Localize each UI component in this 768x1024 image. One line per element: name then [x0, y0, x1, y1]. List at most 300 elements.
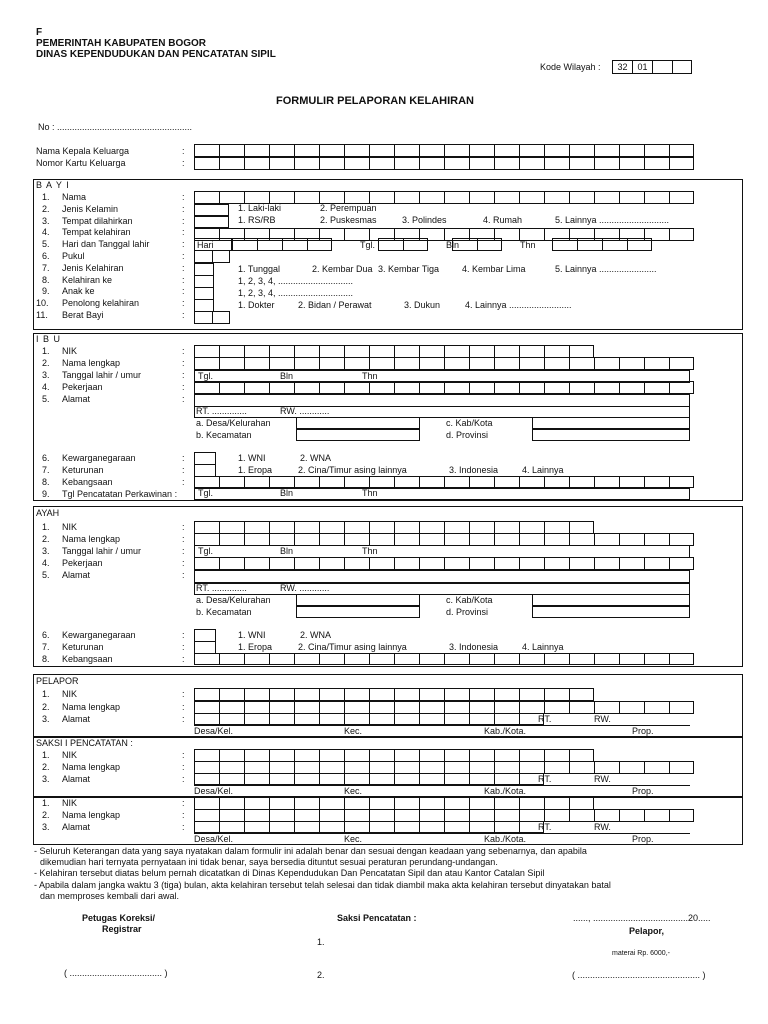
char-cell[interactable]: [244, 357, 269, 370]
char-cell[interactable]: [344, 157, 369, 170]
char-cell[interactable]: [394, 476, 419, 488]
char-cell[interactable]: [569, 157, 594, 170]
char-cell[interactable]: [344, 821, 369, 833]
char-cell[interactable]: [477, 238, 502, 251]
char-cell[interactable]: [569, 144, 594, 157]
char-cell[interactable]: [419, 653, 444, 665]
char-cell[interactable]: [294, 653, 319, 665]
char-cell[interactable]: [544, 557, 569, 570]
month-boxes[interactable]: [452, 238, 502, 251]
char-cell[interactable]: [644, 809, 669, 822]
row-label: Tgl Pencatatan Perkawinan :: [62, 489, 178, 499]
char-cell[interactable]: [194, 357, 219, 370]
char-cell[interactable]: [244, 144, 269, 157]
char-cell[interactable]: [594, 157, 619, 170]
char-cell[interactable]: [294, 821, 319, 833]
char-cell[interactable]: [269, 653, 294, 665]
char-cell[interactable]: [269, 773, 294, 785]
char-cell[interactable]: [219, 357, 244, 370]
char-cell[interactable]: [444, 653, 469, 665]
row-number: 1.: [42, 689, 50, 699]
char-cell[interactable]: [444, 688, 469, 701]
char-cell[interactable]: [444, 773, 469, 785]
father-city-field[interactable]: [532, 594, 690, 606]
char-cell[interactable]: [619, 381, 644, 394]
row-label: Berat Bayi: [62, 310, 104, 320]
row-number: 1.: [42, 750, 50, 760]
char-cell[interactable]: [269, 381, 294, 394]
char-cell[interactable]: [294, 688, 319, 701]
char-cell[interactable]: [494, 557, 519, 570]
father-district-field[interactable]: [296, 606, 420, 618]
char-cell[interactable]: [469, 381, 494, 394]
char-cell[interactable]: [194, 773, 219, 785]
char-cell[interactable]: [444, 821, 469, 833]
char-cell[interactable]: [403, 238, 428, 251]
char-cell[interactable]: [544, 191, 569, 204]
char-cell[interactable]: [544, 144, 569, 157]
char-cell[interactable]: [669, 476, 694, 488]
char-cell[interactable]: [669, 381, 694, 394]
char-cell[interactable]: [544, 653, 569, 665]
char-cell[interactable]: [194, 557, 219, 570]
char-cell[interactable]: [494, 191, 519, 204]
char-cell[interactable]: [369, 821, 394, 833]
char-cell[interactable]: [294, 713, 319, 725]
row-colon: :: [182, 522, 185, 532]
note-2: - Kelahiran tersebut diatas belum pernah dicatatkan di Dinas Kependudukan Dan Pencatatan Sipil dan atau Kantor Catalan Sipil: [34, 868, 545, 878]
char-cell[interactable]: [269, 144, 294, 157]
char-cell[interactable]: [669, 191, 694, 204]
char-cell[interactable]: [552, 238, 577, 251]
char-cell[interactable]: [269, 688, 294, 701]
char-cell[interactable]: [569, 557, 594, 570]
char-cell[interactable]: [469, 191, 494, 204]
char-cell[interactable]: [594, 357, 619, 370]
char-cell[interactable]: [257, 238, 282, 251]
char-cell[interactable]: [469, 653, 494, 665]
char-cell[interactable]: [319, 773, 344, 785]
char-cell[interactable]: [594, 476, 619, 488]
char-cell[interactable]: [232, 238, 257, 251]
father-job-boxes[interactable]: [194, 557, 694, 570]
char-cell[interactable]: [294, 191, 319, 204]
father-province-field[interactable]: [532, 606, 690, 618]
row-number: 2.: [42, 762, 50, 772]
char-cell[interactable]: [394, 773, 419, 785]
witness1-address-boxes[interactable]: [194, 773, 544, 785]
char-cell[interactable]: [219, 557, 244, 570]
char-cell[interactable]: [519, 157, 544, 170]
char-cell[interactable]: [469, 688, 494, 701]
witness1-title: SAKSI I PENCATATAN :: [36, 738, 133, 748]
char-cell[interactable]: [519, 381, 544, 394]
char-cell[interactable]: [469, 773, 494, 785]
char-cell[interactable]: [644, 144, 669, 157]
char-cell[interactable]: [594, 557, 619, 570]
row-label: Kebangsaan: [62, 654, 113, 664]
char-cell[interactable]: [194, 688, 219, 701]
char-cell[interactable]: [369, 713, 394, 725]
char-cell[interactable]: [619, 144, 644, 157]
char-cell[interactable]: [569, 809, 594, 822]
char-cell[interactable]: [519, 476, 544, 488]
char-cell[interactable]: [319, 821, 344, 833]
char-cell[interactable]: [319, 144, 344, 157]
char-cell[interactable]: [519, 144, 544, 157]
char-cell[interactable]: [644, 557, 669, 570]
char-cell[interactable]: [344, 381, 369, 394]
char-cell[interactable]: [212, 311, 230, 324]
char-cell[interactable]: [569, 191, 594, 204]
char-cell[interactable]: [494, 653, 519, 665]
char-cell[interactable]: [244, 157, 269, 170]
char-cell[interactable]: [519, 653, 544, 665]
char-cell[interactable]: [394, 357, 419, 370]
reporter-address-boxes[interactable]: [194, 713, 544, 725]
char-cell[interactable]: [619, 357, 644, 370]
mother-district-field[interactable]: [296, 429, 420, 441]
char-cell[interactable]: [419, 476, 444, 488]
char-cell[interactable]: [369, 688, 394, 701]
row-label: Jenis Kelamin: [62, 203, 119, 214]
char-cell[interactable]: [194, 250, 212, 263]
char-cell[interactable]: [319, 653, 344, 665]
char-cell[interactable]: [669, 228, 694, 241]
father-village-field[interactable]: [296, 594, 420, 606]
char-cell[interactable]: [369, 144, 394, 157]
char-cell[interactable]: [319, 476, 344, 488]
row-label: Kelahiran ke: [62, 274, 113, 285]
char-cell[interactable]: [344, 357, 369, 370]
mother-city-field[interactable]: [532, 417, 690, 429]
region-code-boxes[interactable]: [612, 60, 692, 74]
char-cell[interactable]: [419, 821, 444, 833]
char-cell[interactable]: [569, 476, 594, 488]
char-cell[interactable]: [244, 713, 269, 725]
char-cell[interactable]: [594, 191, 619, 204]
char-cell[interactable]: [394, 713, 419, 725]
weight-boxes[interactable]: [194, 311, 230, 324]
row-number: 7.: [42, 465, 50, 475]
char-cell[interactable]: [444, 476, 469, 488]
char-cell[interactable]: [469, 713, 494, 725]
day-boxes[interactable]: [232, 238, 332, 251]
date-line: ......, ......................................20.....: [573, 913, 711, 923]
char-cell[interactable]: [394, 144, 419, 157]
row-label: NIK: [62, 346, 78, 356]
char-cell[interactable]: [244, 653, 269, 665]
char-cell[interactable]: [269, 476, 294, 488]
char-cell[interactable]: [669, 357, 694, 370]
char-cell[interactable]: [194, 191, 219, 204]
char-cell[interactable]: [669, 701, 694, 714]
char-cell[interactable]: [219, 821, 244, 833]
row-label: Alamat: [62, 570, 91, 580]
char-cell[interactable]: [219, 157, 244, 170]
char-cell[interactable]: [669, 557, 694, 570]
time-boxes[interactable]: [194, 250, 230, 263]
char-cell[interactable]: [644, 191, 669, 204]
char-cell[interactable]: [219, 713, 244, 725]
char-cell[interactable]: [344, 653, 369, 665]
char-cell[interactable]: [569, 761, 594, 774]
char-cell[interactable]: [494, 144, 519, 157]
year-boxes[interactable]: [552, 238, 652, 251]
char-cell[interactable]: [419, 557, 444, 570]
region-code-1: 32: [612, 60, 632, 74]
char-cell[interactable]: [219, 381, 244, 394]
char-cell[interactable]: [294, 357, 319, 370]
char-cell[interactable]: [494, 713, 519, 725]
char-cell[interactable]: [569, 653, 594, 665]
row-number: 5.: [42, 570, 50, 580]
row-colon: :: [182, 774, 185, 784]
mother-province-field[interactable]: [532, 429, 690, 441]
char-cell[interactable]: [244, 476, 269, 488]
char-cell[interactable]: [577, 238, 602, 251]
char-cell[interactable]: [194, 381, 219, 394]
char-cell[interactable]: [319, 381, 344, 394]
char-cell[interactable]: [344, 773, 369, 785]
mother-title: I B U: [36, 334, 62, 344]
row-colon: :: [182, 203, 185, 214]
char-cell[interactable]: [369, 476, 394, 488]
char-cell[interactable]: [444, 144, 469, 157]
mother-nationality-boxes[interactable]: [194, 476, 694, 488]
char-cell[interactable]: [294, 476, 319, 488]
char-cell[interactable]: [594, 144, 619, 157]
char-cell[interactable]: [494, 157, 519, 170]
char-cell[interactable]: [244, 773, 269, 785]
char-cell[interactable]: [319, 713, 344, 725]
char-cell[interactable]: [644, 157, 669, 170]
char-cell[interactable]: [444, 557, 469, 570]
mother-village-field[interactable]: [296, 417, 420, 429]
char-cell[interactable]: [494, 476, 519, 488]
char-cell[interactable]: [444, 381, 469, 394]
char-cell[interactable]: [219, 476, 244, 488]
char-cell[interactable]: [644, 701, 669, 714]
char-cell[interactable]: [519, 688, 544, 701]
char-cell[interactable]: [569, 381, 594, 394]
char-cell[interactable]: [319, 357, 344, 370]
char-cell[interactable]: [619, 653, 644, 665]
char-cell[interactable]: [194, 713, 219, 725]
char-cell[interactable]: [394, 381, 419, 394]
char-cell[interactable]: [569, 688, 594, 701]
birthplace-type-box[interactable]: [194, 215, 229, 228]
char-cell[interactable]: [619, 476, 644, 488]
char-cell[interactable]: [544, 701, 569, 714]
char-cell[interactable]: [644, 381, 669, 394]
mother-name-boxes[interactable]: [194, 357, 694, 370]
char-cell[interactable]: [244, 821, 269, 833]
char-cell[interactable]: [319, 557, 344, 570]
char-cell[interactable]: [344, 688, 369, 701]
char-cell[interactable]: [544, 688, 569, 701]
char-cell[interactable]: [369, 381, 394, 394]
char-cell[interactable]: [594, 381, 619, 394]
witness2-address-boxes[interactable]: [194, 821, 544, 833]
row-label: Tanggal lahir / umur: [62, 370, 142, 380]
char-cell[interactable]: [594, 761, 619, 774]
char-cell[interactable]: [594, 809, 619, 822]
char-cell[interactable]: [294, 157, 319, 170]
char-cell[interactable]: [619, 557, 644, 570]
char-cell[interactable]: [669, 653, 694, 665]
reporter-nik-boxes[interactable]: [194, 688, 594, 701]
kk-number-boxes[interactable]: [194, 157, 694, 170]
char-cell[interactable]: [544, 476, 569, 488]
char-cell[interactable]: [594, 701, 619, 714]
char-cell[interactable]: [469, 821, 494, 833]
char-cell[interactable]: [194, 157, 219, 170]
char-cell[interactable]: [344, 476, 369, 488]
char-cell[interactable]: [344, 713, 369, 725]
char-cell[interactable]: [269, 821, 294, 833]
char-cell[interactable]: [419, 191, 444, 204]
mother-marriage-date-field[interactable]: [194, 488, 690, 500]
char-cell[interactable]: [419, 381, 444, 394]
char-cell[interactable]: [394, 821, 419, 833]
head-name-boxes[interactable]: [194, 144, 694, 157]
char-cell[interactable]: [619, 701, 644, 714]
char-cell[interactable]: [219, 144, 244, 157]
char-cell[interactable]: [269, 357, 294, 370]
char-cell[interactable]: [569, 701, 594, 714]
char-cell[interactable]: [394, 688, 419, 701]
char-cell[interactable]: [519, 357, 544, 370]
char-cell[interactable]: [419, 688, 444, 701]
char-cell[interactable]: [669, 144, 694, 157]
char-cell[interactable]: [394, 157, 419, 170]
char-cell[interactable]: [444, 357, 469, 370]
char-cell[interactable]: [669, 761, 694, 774]
char-cell[interactable]: [269, 157, 294, 170]
char-cell[interactable]: [369, 773, 394, 785]
char-cell[interactable]: [544, 381, 569, 394]
char-cell[interactable]: [394, 191, 419, 204]
char-cell[interactable]: [369, 357, 394, 370]
char-cell[interactable]: [669, 157, 694, 170]
char-cell[interactable]: [194, 311, 212, 324]
char-cell[interactable]: [212, 250, 230, 263]
char-cell[interactable]: [644, 761, 669, 774]
char-cell[interactable]: [544, 357, 569, 370]
char-cell[interactable]: [344, 557, 369, 570]
char-cell[interactable]: [669, 809, 694, 822]
char-cell[interactable]: [644, 476, 669, 488]
char-cell[interactable]: [194, 476, 219, 488]
char-cell[interactable]: [627, 238, 652, 251]
char-cell[interactable]: [219, 653, 244, 665]
char-cell[interactable]: [619, 809, 644, 822]
date-boxes[interactable]: [378, 238, 428, 251]
char-cell[interactable]: [419, 157, 444, 170]
row-label: Anak ke: [62, 286, 95, 297]
row-label: Jenis Kelahiran: [62, 262, 124, 273]
char-cell[interactable]: [469, 476, 494, 488]
char-cell[interactable]: [419, 144, 444, 157]
row-label: Alamat: [62, 394, 91, 404]
row-colon: :: [182, 642, 185, 652]
char-cell[interactable]: [344, 144, 369, 157]
row-label: Nama lengkap: [62, 810, 121, 820]
mother-job-boxes[interactable]: [194, 381, 694, 394]
char-cell[interactable]: [544, 761, 569, 774]
char-cell[interactable]: [369, 157, 394, 170]
char-cell[interactable]: [452, 238, 477, 251]
char-cell[interactable]: [544, 809, 569, 822]
char-cell[interactable]: [519, 191, 544, 204]
char-cell[interactable]: [219, 773, 244, 785]
char-cell[interactable]: [369, 653, 394, 665]
char-cell[interactable]: [294, 144, 319, 157]
char-cell[interactable]: [282, 238, 307, 251]
char-cell[interactable]: [644, 653, 669, 665]
char-cell[interactable]: [494, 381, 519, 394]
char-cell[interactable]: [644, 357, 669, 370]
char-cell[interactable]: [394, 653, 419, 665]
char-cell[interactable]: [419, 713, 444, 725]
char-cell[interactable]: [194, 144, 219, 157]
father-nationality-boxes[interactable]: [194, 653, 694, 665]
char-cell[interactable]: [319, 688, 344, 701]
char-cell[interactable]: [444, 157, 469, 170]
char-cell[interactable]: [619, 157, 644, 170]
char-cell[interactable]: [244, 557, 269, 570]
char-cell[interactable]: [244, 381, 269, 394]
char-cell[interactable]: [219, 688, 244, 701]
char-cell[interactable]: [444, 191, 469, 204]
char-cell[interactable]: [319, 157, 344, 170]
char-cell[interactable]: [494, 357, 519, 370]
char-cell[interactable]: [494, 773, 519, 785]
char-cell[interactable]: [619, 761, 644, 774]
char-cell[interactable]: [194, 821, 219, 833]
char-cell[interactable]: [378, 238, 403, 251]
char-cell[interactable]: [569, 357, 594, 370]
char-cell[interactable]: [494, 821, 519, 833]
char-cell[interactable]: [369, 557, 394, 570]
char-cell[interactable]: [269, 557, 294, 570]
char-cell[interactable]: [544, 157, 569, 170]
char-cell[interactable]: [494, 688, 519, 701]
row-colon: :: [182, 630, 185, 640]
char-cell[interactable]: [469, 357, 494, 370]
char-cell[interactable]: [307, 238, 332, 251]
father-address-field[interactable]: [194, 570, 690, 583]
char-cell[interactable]: [419, 357, 444, 370]
char-cell[interactable]: [269, 713, 294, 725]
char-cell[interactable]: [469, 144, 494, 157]
char-cell[interactable]: [244, 688, 269, 701]
char-cell[interactable]: [194, 653, 219, 665]
char-cell[interactable]: [294, 557, 319, 570]
char-cell[interactable]: [294, 381, 319, 394]
char-cell[interactable]: [394, 557, 419, 570]
char-cell[interactable]: [594, 653, 619, 665]
char-cell[interactable]: [294, 773, 319, 785]
char-cell[interactable]: [602, 238, 627, 251]
char-cell[interactable]: [419, 773, 444, 785]
char-cell[interactable]: [469, 557, 494, 570]
char-cell[interactable]: [444, 713, 469, 725]
char-cell[interactable]: [519, 557, 544, 570]
char-cell[interactable]: [469, 157, 494, 170]
char-cell[interactable]: [619, 191, 644, 204]
